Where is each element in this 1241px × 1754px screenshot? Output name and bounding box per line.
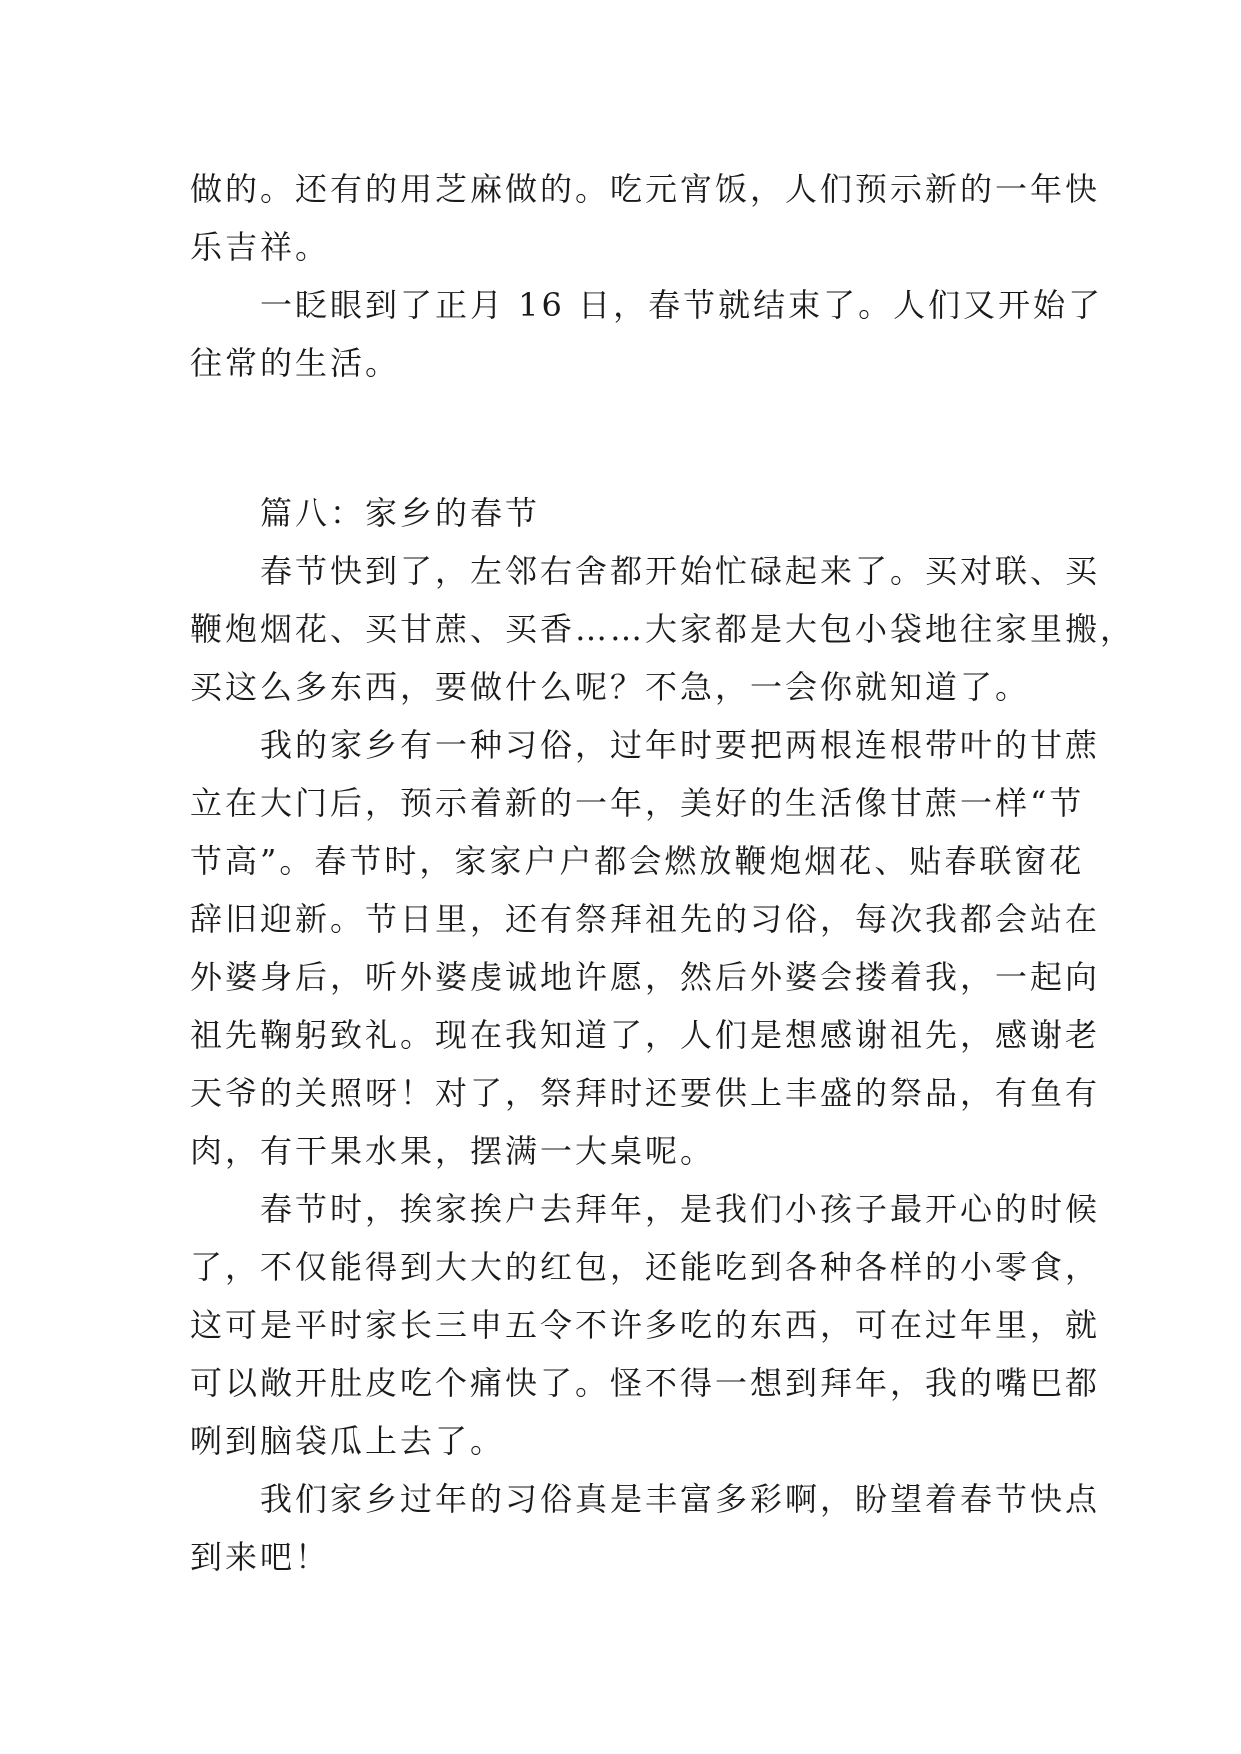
text-line: 天爷的关照呀！对了，祭拜时还要供上丰盛的祭品，有鱼有	[190, 1074, 1101, 1112]
text-line: 往常的生活。	[190, 344, 401, 382]
paragraph	[190, 542, 1136, 716]
paragraph	[190, 1470, 1101, 1586]
paragraph	[190, 1180, 1101, 1470]
text-line: 鞭炮烟花、买甘蔗、买香……大家都是大包小袋地往家里搬，	[190, 610, 1136, 648]
text-line: 可以敞开肚皮吃个痛快了。怪不得一想到拜年，我的嘴巴都	[190, 1364, 1101, 1402]
document-body	[190, 160, 1136, 1586]
text-line: 做的。还有的用芝麻做的。吃元宵饭，人们预示新的一年快	[190, 170, 1101, 208]
section-title: 篇八：家乡的春节	[190, 494, 541, 532]
text-line: 外婆身后，听外婆虔诚地许愿，然后外婆会搂着我，一起向	[190, 958, 1101, 996]
text-line: 乐吉祥。	[190, 228, 331, 266]
paragraph	[190, 276, 1104, 392]
text-line: 春节时，挨家挨户去拜年，是我们小孩子最开心的时候	[190, 1190, 1101, 1228]
text-line: 春节快到了，左邻右舍都开始忙碌起来了。买对联、买	[190, 552, 1101, 590]
text-line: 一眨眼到了正月 16 日，春节就结束了。人们又开始了	[190, 286, 1104, 324]
text-line: 辞旧迎新。节日里，还有祭拜祖先的习俗，每次我都会站在	[190, 900, 1101, 938]
paragraph	[190, 716, 1101, 1180]
text-line: 立在大门后，预示着新的一年，美好的生活像甘蔗一样“节	[190, 784, 1085, 822]
text-line: 我的家乡有一种习俗，过年时要把两根连根带叶的甘蔗	[190, 726, 1101, 764]
text-line: 肉，有干果水果，摆满一大桌呢。	[190, 1132, 716, 1170]
text-line: 到来吧！	[190, 1538, 331, 1576]
text-line: 咧到脑袋瓜上去了。	[190, 1422, 506, 1460]
text-line: 这可是平时家长三申五令不许多吃的东西，可在过年里，就	[190, 1306, 1101, 1344]
text-line: 祖先鞠躬致礼。现在我知道了，人们是想感谢祖先，感谢老	[190, 1016, 1101, 1054]
text-line: 我们家乡过年的习俗真是丰富多彩啊，盼望着春节快点	[190, 1480, 1101, 1518]
text-line: 节高”。春节时，家家户户都会燃放鞭炮烟花、贴春联窗花	[190, 842, 1085, 880]
paragraph	[190, 160, 1101, 276]
text-line: 了，不仅能得到大大的红包，还能吃到各种各样的小零食，	[190, 1248, 1101, 1286]
section-gap	[190, 392, 1070, 484]
text-line: 买这么多东西，要做什么呢？不急，一会你就知道了。	[190, 668, 1031, 706]
